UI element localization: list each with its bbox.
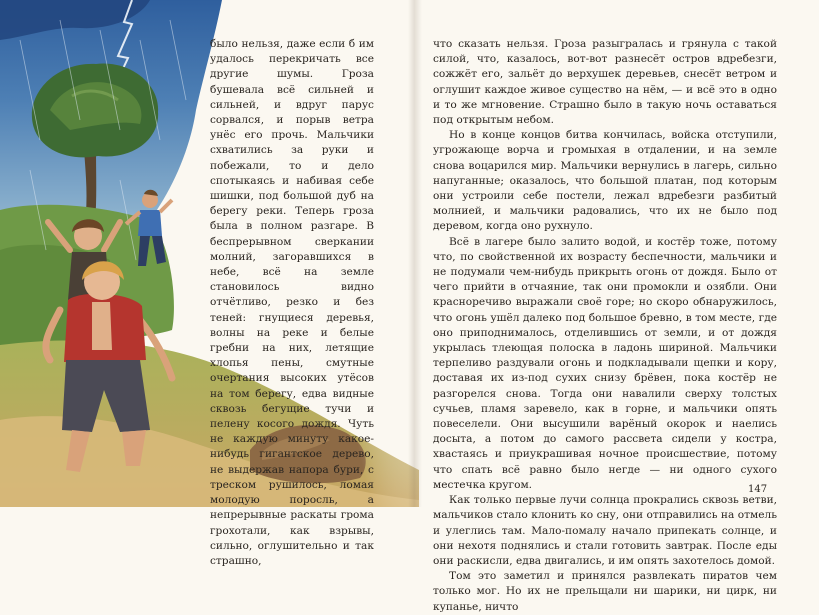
right-page-text xyxy=(433,37,777,615)
page-number: 147 xyxy=(748,484,768,495)
right-paragraph: Но в конце концов битва кончилась, войска отступили, угрожающе ворча и громыхая в отдалении, и на земле снова воцарился мир. Мальчики вернулись в лагерь, сильно напуганные; оказалось, что большой платан, под которым они устроили себе постели, лежал вдребезги разбитый молнией, и мальчики радовались, что их не было под деревом, когда оно рухнуло. xyxy=(433,129,777,233)
left-paragraph: было нельзя, даже если б им удалось перекричать все другие шумы. Гроза бушевала всё сильней и сильней, и вдруг парус сорвался, и порыв ветра унёс его прочь. Мальчики схватились за руки и побежали, то и дело спотыкаясь и набивая себе шишки, под большой дуб на берегу реки. Теперь гроза была в полном разгаре. В беспрерывном сверкании молний, загоравшихся в небе, всё на земле становилось видно отчётливо, резко и без теней: гнущиеся деревья, волны на реке и белые гребни на них, летящие хлопья пены, смутные очертания высоких утёсов на том берегу, едва видные сквозь бегущие тучи и пелену косого дождя. Чуть не каждую минуту какое-нибудь гигантское дерево, не выдержав напора бури, с треском рушилось, ломая молодую поросль, а непрерывные раскаты грома грохотали, как взрывы, сильно, оглушительно и так страшно, xyxy=(210,38,374,567)
book-gutter xyxy=(408,0,422,507)
right-paragraph: Том это заметил и принялся развлекать пиратов чем только мог. Но их не прельщали ни шарики, ни цирк, ни купанье, ничто xyxy=(433,570,777,613)
right-paragraph: что сказать нельзя. Гроза разыгралась и грянула с такой силой, что, казалось, вот-вот разнесёт остров вдребезги, сожжёт его, зальёт до верхушек деревьев, снесёт ветром и оглушит каждое живое существо на нём, — и всё это в одно и то же мгновение. Страшно было в такую ночь оставаться под открытым небом. xyxy=(433,38,777,127)
left-page-text xyxy=(210,37,374,569)
right-paragraph: Как только первые лучи солнца прокрались сквозь ветви, мальчиков стало клонить ко сну, они отправились на отмель и улеглись там. Мало-помалу начало припекать солнце, и они нехотя поднялись и стали готовить завтрак. После еды они раскисли, едва двигались, и им опять захотелось домой. xyxy=(433,494,777,567)
right-paragraph: Всё в лагере было залито водой, и костёр тоже, потому что, по свойственной их возрасту беспечности, мальчики и не подумали чем-нибудь прикрыть огонь от дождя. Было от чего прийти в отчаяние, так они промокли и озябли. Они красноречиво выражали своё горе; но скоро обнаружилось, что огонь ушёл далеко под большое бревно, в том месте, где оно приподнималось, отделившись от земли, и от дождя укрылась тлеющая полоска в ладонь шириной. Мальчики терпеливо раздували огонь и подкладывали щепки и кору, доставая их из-под сухих снизу брёвен, пока костёр не разгорелся снова. Тогда они навалили сверху толстых сучьев, пламя заревело, как в горне, и мальчики опять повеселели. Они высушили варёный окорок и наелись досыта, а потом до самого рассвета сидели у костра, хвастаясь и приукрашивая ночное происшествие, потому что спать всё равно было негде — ни одного сухого местечка кругом. xyxy=(433,235,777,491)
